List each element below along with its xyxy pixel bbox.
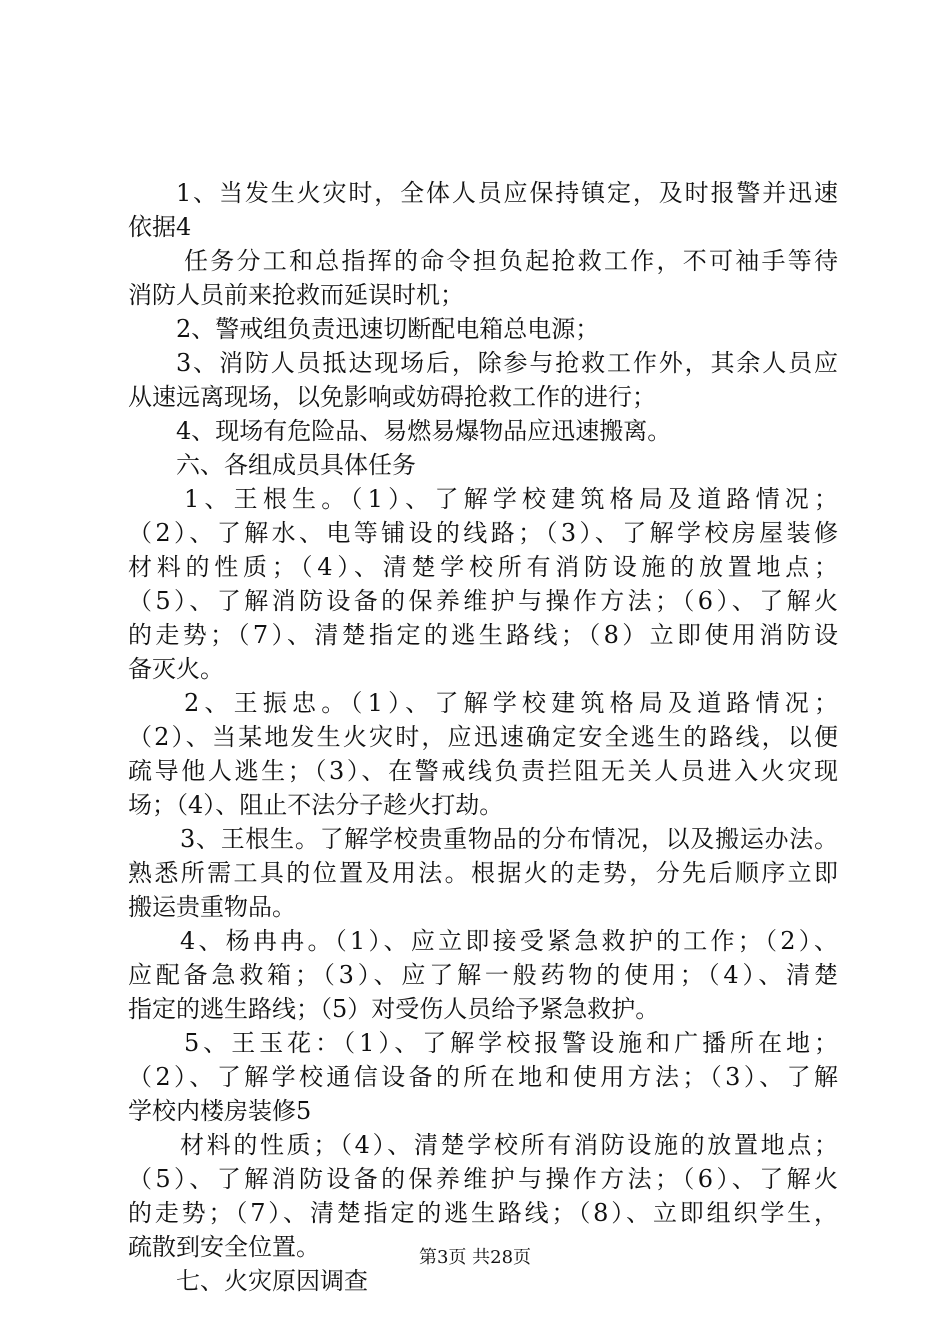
text-line: 的走势；（7）、清楚指定的逃生路线；（8）立即使用消防设 (128, 621, 838, 649)
text-line: 2、警戒组负责迅速切断配电箱总电源； (176, 315, 600, 343)
text-line: （2）、了解学校通信设备的所在地和使用方法；（3）、了解 (128, 1063, 838, 1091)
text-line: 熟悉所需工具的位置及用法。根据火的走势，分先后顺序立即 (128, 859, 838, 887)
text-line: （5）、了解消防设备的保养维护与操作方法；（6）、了解火 (128, 587, 838, 615)
text-line: 3、消防人员抵达现场后，除参与抢救工作外，其余人员应 (176, 349, 838, 377)
text-line: 1、当发生火灾时，全体人员应保持镇定，及时报警并迅速 (176, 179, 838, 207)
text-line: 学校内楼房装修5 (128, 1097, 312, 1125)
page-number-footer: 第3页 共28页 (418, 1247, 532, 1268)
document-body (128, 176, 838, 1298)
text-line: 4、杨冉冉。（1）、应立即接受紧急救护的工作；（2）、 (180, 927, 838, 955)
section-heading: 七、火灾原因调查 (176, 1267, 368, 1295)
text-line: 依据4 (128, 213, 192, 241)
text-line: 的走势；（7）、清楚指定的逃生路线；（8）、立即组织学生， (128, 1199, 838, 1227)
text-line: 3、王根生。了解学校贵重物品的分布情况，以及搬运办法。 (180, 825, 838, 853)
text-line: 任务分工和总指挥的命令担负起抢救工作，不可袖手等待 (184, 247, 838, 275)
text-line: 疏散到安全位置。 (128, 1233, 320, 1261)
text-line: 疏导他人逃生；（3）、在警戒线负责拦阻无关人员进入火灾现 (128, 757, 838, 785)
text-line: 指定的逃生路线；（5）对受伤人员给予紧急救护。 (128, 995, 660, 1023)
text-line: 消防人员前来抢救而延误时机； (128, 281, 464, 309)
text-line: 5、王玉花：（1）、了解学校报警设施和广播所在地； (184, 1029, 838, 1057)
text-line: 场；（4）、阻止不法分子趁火打劫。 (128, 791, 504, 819)
text-line: 应配备急救箱；（3）、应了解一般药物的使用；（4）、清楚 (128, 961, 838, 989)
section-heading: 六、各组成员具体任务 (176, 451, 416, 479)
text-line: 1、王根生。（1）、了解学校建筑格局及道路情况； (184, 485, 838, 513)
text-line: 4、现场有危险品、易燃易爆物品应迅速搬离。 (176, 417, 672, 445)
text-line: 2、王振忠。（1）、了解学校建筑格局及道路情况； (184, 689, 838, 717)
text-line: 备灭火。 (128, 655, 224, 683)
text-line: 从速远离现场，以免影响或妨碍抢救工作的进行； (128, 383, 656, 411)
text-line: （5）、了解消防设备的保养维护与操作方法；（6）、了解火 (128, 1165, 838, 1193)
text-line: 材料的性质；（4）、清楚学校所有消防设施的放置地点； (128, 553, 838, 581)
text-line: （2）、了解水、电等铺设的线路；（3）、了解学校房屋装修 (128, 519, 838, 547)
text-line: 材料的性质；（4）、清楚学校所有消防设施的放置地点； (180, 1131, 838, 1159)
text-line: 搬运贵重物品。 (128, 893, 296, 921)
text-line: （2）、当某地发生火灾时，应迅速确定安全逃生的路线，以便 (128, 723, 838, 751)
